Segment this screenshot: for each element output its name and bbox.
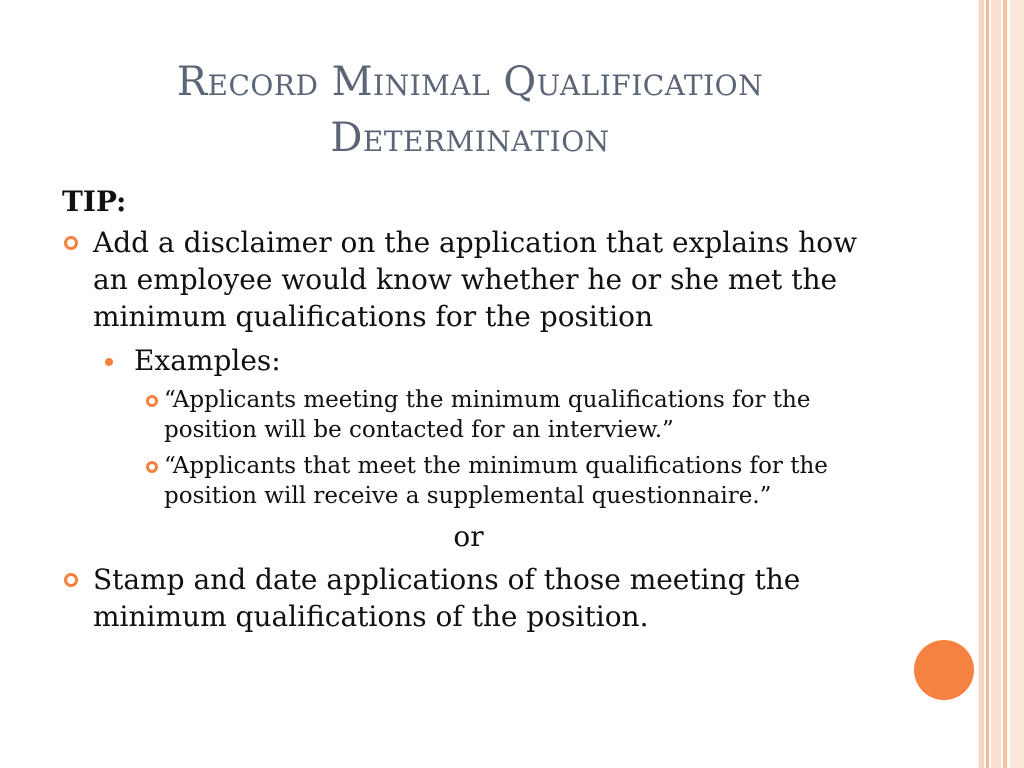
example-text: “Applicants that meet the minimum qualifications for the position will receive a supplemental questionnaire.” — [164, 453, 828, 509]
ring-bullet-icon — [146, 461, 158, 473]
border-stripe — [1003, 0, 1007, 768]
ring-bullet-icon — [64, 573, 78, 587]
decorative-circle — [914, 640, 974, 700]
bullet-item — [62, 224, 883, 335]
example-text: “Applicants meeting the minimum qualifications for the position will be contacted for an interview.” — [164, 387, 811, 443]
border-stripe — [991, 0, 1001, 768]
border-stripe — [1010, 0, 1024, 768]
border-stripe — [986, 0, 989, 768]
or-separator: or — [453, 520, 484, 553]
border-stripe — [979, 0, 984, 768]
ring-bullet-icon — [146, 395, 158, 407]
example-item — [164, 451, 884, 511]
bullet-item — [62, 561, 883, 635]
ring-bullet-icon — [64, 236, 78, 250]
bullet-text: Add a disclaimer on the application that explains how an employee would know whether he or she met the minimum qualifications for the position — [93, 226, 858, 333]
slide-body — [62, 184, 962, 635]
example-item — [164, 385, 884, 445]
tip-label: TIP: — [62, 185, 127, 218]
bullet-text: Stamp and date applications of those meeting the minimum qualifications of the position. — [93, 563, 801, 633]
examples-label: Examples: — [134, 344, 281, 377]
dot-bullet-icon — [105, 358, 113, 366]
sub-bullet-item — [134, 343, 962, 379]
slide-title: Record Minimal Qualification Determination — [176, 59, 764, 161]
